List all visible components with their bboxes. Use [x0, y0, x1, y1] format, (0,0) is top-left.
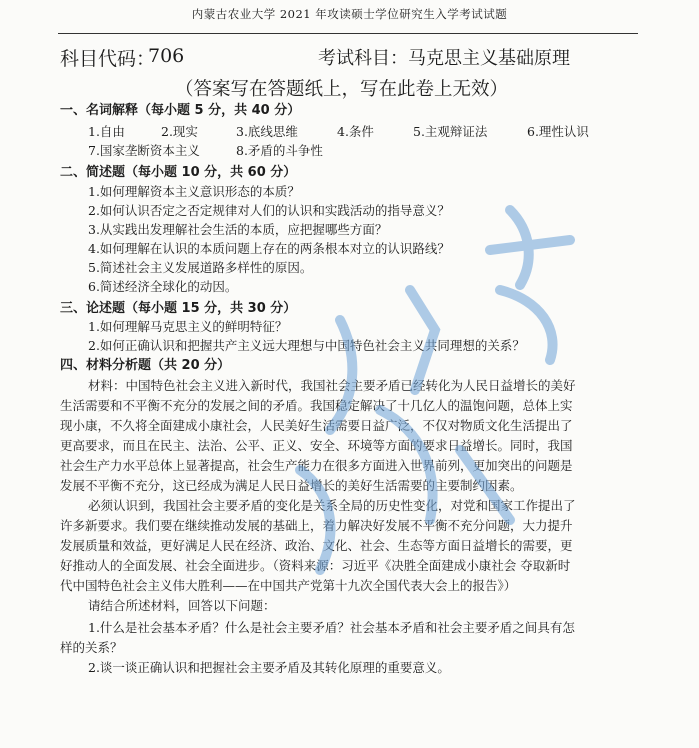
material-prompt: 请结合所述材料，回答以下问题：	[88, 598, 276, 613]
term-list	[88, 141, 608, 159]
material-line: 更高要求，而且在民主、法治、公平、正义、安全、环境等方面的要求日益增长。同时，我国	[60, 438, 573, 453]
material-line: 发展不平衡不充分，这已经成为满足人民日益增长的美好生活需要的主要制约因素。	[60, 478, 523, 493]
header-divider	[58, 33, 638, 34]
section-heading: 四、材料分析题（共 20 分）	[60, 358, 231, 373]
question-item: 1.如何理解马克思主义的鲜明特征？	[88, 319, 288, 334]
question-item: 5.简述社会主义发展道路多样性的原因。	[88, 260, 313, 275]
university-header: 内蒙古农业大学 2021 年攻读硕士学位研究生入学考试试题	[191, 7, 508, 21]
question-item: 6.简述经济全球化的动因。	[88, 279, 238, 294]
section-heading: 三、论述题（每小题 15 分，共 30 分）	[60, 301, 297, 316]
question-item: 2.如何认识否定之否定规律对人们的认识和实践活动的指导意义？	[88, 203, 450, 218]
term-item: 6.理性认识	[527, 124, 589, 139]
material-line: 材料：中国特色社会主义进入新时代，我国社会主要矛盾已经转化为人民日益增长的美好	[88, 378, 576, 393]
material-line: 现小康，不久将全面建成小康社会，人民美好生活需要日益广泛，不仅对物质文化生活提出了	[60, 418, 573, 433]
term-list	[88, 122, 608, 140]
term-item: 8.矛盾的斗争性	[236, 143, 323, 158]
question-item: 样的关系？	[60, 640, 123, 655]
subject-code-label: 科目代码：	[60, 48, 156, 70]
section-heading: 一、名词解释（每小题 5 分，共 40 分）	[60, 103, 301, 118]
exam-subject: 考试科目：马克思主义基础原理	[318, 48, 570, 69]
question-item: 3.从实践出发理解社会生活的本质，应把握哪些方面？	[88, 222, 388, 237]
term-item: 3.底线思维	[236, 124, 298, 139]
material-line: 好推动人的全面发展、社会全面进步。（资料来源：习近平《决胜全面建成小康社会 夺取新时	[60, 558, 571, 573]
term-item: 7.国家垄断资本主义	[88, 143, 200, 158]
question-item: 1.什么是社会基本矛盾？什么是社会主要矛盾？社会基本矛盾和社会主要矛盾之间具有怎	[88, 620, 575, 635]
term-item: 4.条件	[337, 124, 374, 139]
material-line: 发展质量和效益，更好满足人民在经济、政治、文化、社会、生态等方面日益增长的需要，更	[60, 538, 573, 553]
question-item: 4.如何理解在认识的本质问题上存在的两条根本对立的认识路线？	[88, 241, 450, 256]
term-item: 5.主观辩证法	[413, 124, 488, 139]
question-item: 1.如何理解资本主义意识形态的本质？	[88, 184, 300, 199]
section-heading: 二、简述题（每小题 10 分，共 60 分）	[60, 165, 297, 180]
term-item: 1.自由	[88, 124, 125, 139]
watermark-stroke	[490, 240, 570, 250]
question-item: 2.如何正确认识和把握共产主义远大理想与中国特色社会主义共同理想的关系？	[88, 338, 525, 353]
answer-notice: （答案写在答题纸上，写在此卷上无效）	[175, 79, 509, 100]
subject-code-value: 706	[148, 45, 185, 67]
material-line: 代中国特色社会主义伟大胜利——在中国共产党第十九次全国代表大会上的报告》）	[60, 578, 517, 593]
exam-info-row	[60, 44, 639, 72]
question-item: 2.谈一谈正确认识和把握社会主要矛盾及其转化原理的重要意义。	[88, 660, 450, 675]
material-line: 许多新要求。我们要在继续推动发展的基础上，着力解决好发展不平衡不充分问题，大力提升	[60, 518, 573, 533]
material-line: 社会生产力水平总体上显著提高，社会生产能力在很多方面进入世界前列，更加突出的问题是	[60, 458, 573, 473]
material-line: 生活需要和不平衡不充分的发展之间的矛盾。我国稳定解决了十几亿人的温饱问题，总体上实	[60, 398, 573, 413]
watermark-stroke	[510, 210, 529, 285]
term-item: 2.现实	[161, 124, 198, 139]
material-line: 必须认识到，我国社会主要矛盾的变化是关系全局的历史性变化，对党和国家工作提出了	[88, 498, 576, 513]
